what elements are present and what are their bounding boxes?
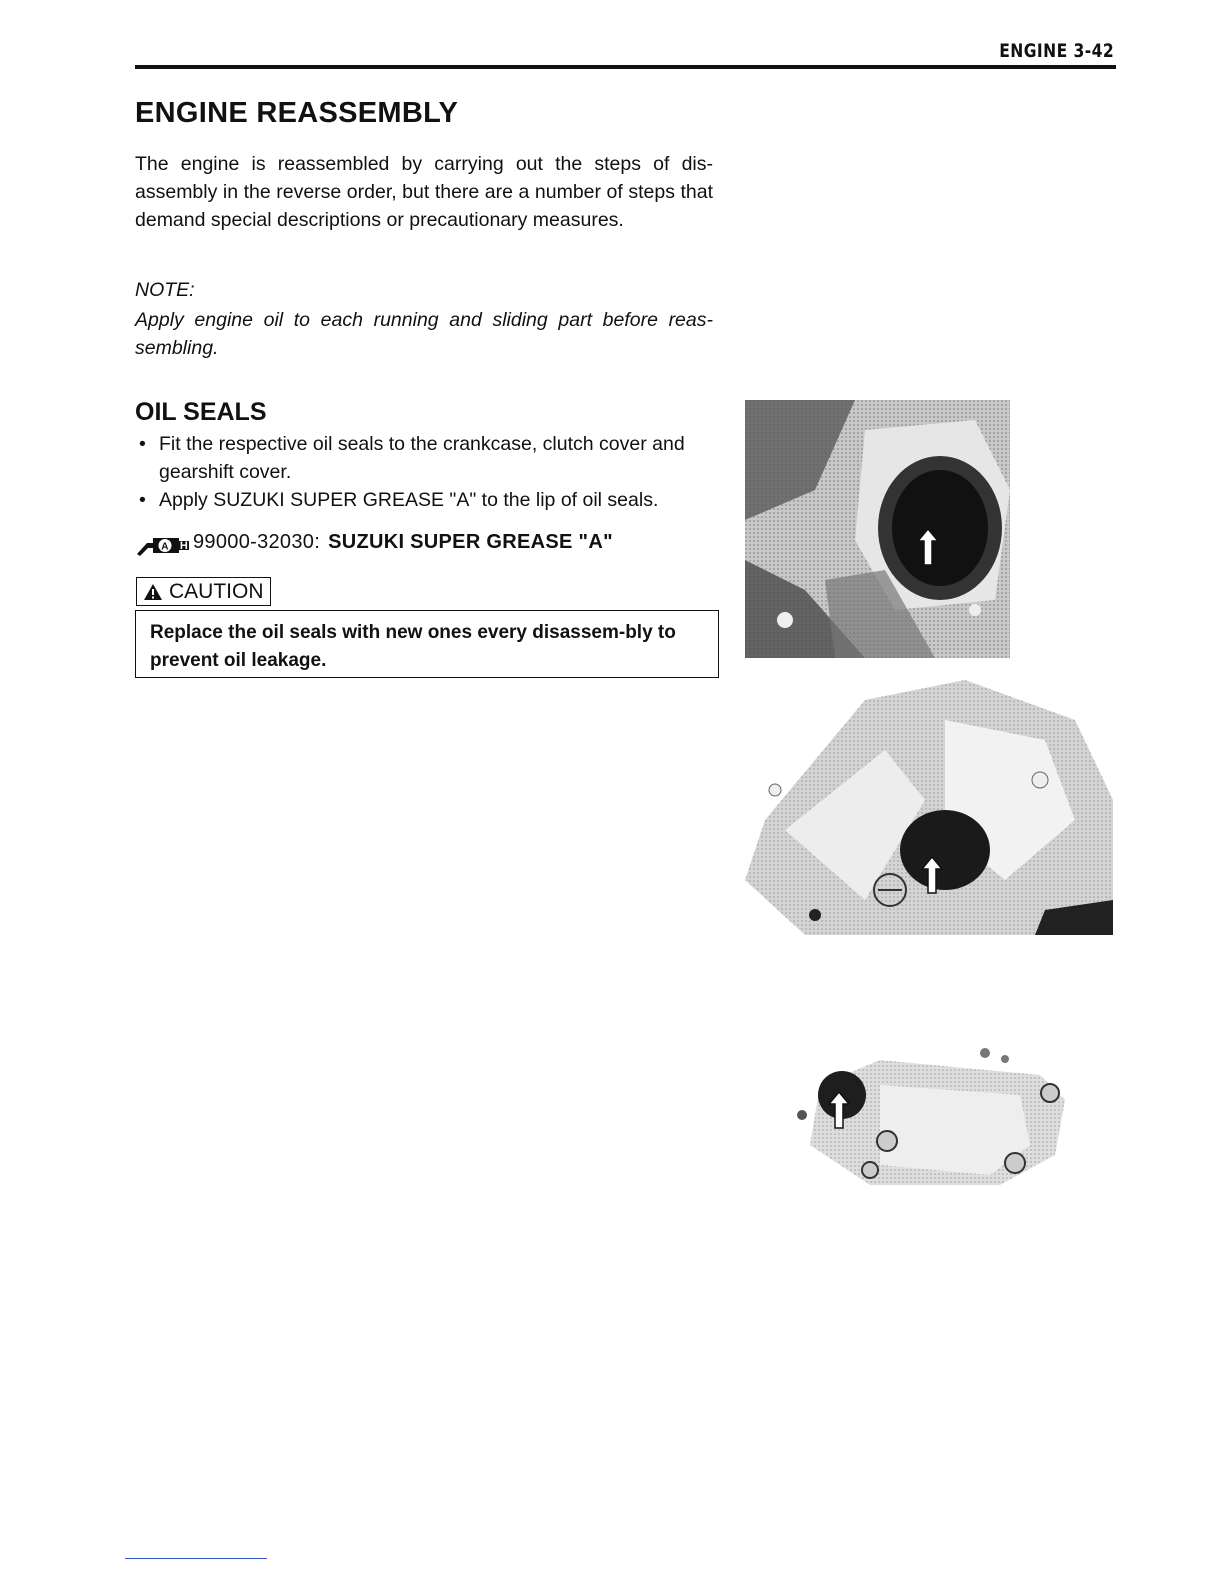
grease-icon-suffix: H	[179, 540, 189, 552]
grease-spec-line	[135, 527, 613, 557]
warning-triangle-icon	[143, 583, 163, 601]
grease-name: SUZUKI SUPER GREASE "A"	[328, 530, 613, 553]
grease-icon-letter: A	[161, 541, 169, 553]
page-title: ENGINE REASSEMBLY	[135, 97, 459, 129]
arrow-up-icon	[921, 856, 943, 894]
list-item: • Apply SUZUKI SUPER GREASE "A" to the lip of oil seals.	[135, 486, 717, 514]
arrow-up-icon	[828, 1091, 850, 1129]
page-header-label: ENGINE 3-42	[999, 40, 1114, 62]
footer-rule	[125, 1558, 267, 1559]
grease-gun-icon	[135, 527, 191, 557]
caution-tag	[136, 577, 271, 606]
caution-label: CAUTION	[169, 579, 264, 603]
intro-paragraph: The engine is reassembled by carrying out the steps of dis-assembly in the reverse order, but there are a number of steps that demand special descriptions or precautionary measures.	[135, 153, 713, 231]
caution-text: Replace the oil seals with new ones every disassem-bly to prevent oil leakage.	[150, 622, 676, 671]
clutch-cover-oil-seal-photo	[745, 680, 1115, 940]
note-text: Apply engine oil to each running and sliding part before reas-sembling.	[135, 309, 713, 359]
header-rule	[135, 65, 1116, 69]
caution-box	[135, 610, 719, 678]
list-item: • Fit the respective oil seals to the crankcase, clutch cover and gearshift cover.	[135, 430, 717, 486]
note-label: NOTE:	[135, 279, 195, 301]
oil-seals-section-title: OIL SEALS	[135, 398, 267, 426]
arrow-up-icon	[917, 528, 939, 566]
oil-seals-instructions	[135, 430, 717, 514]
grease-part-number: 99000-32030:	[193, 530, 321, 553]
crankcase-oil-seal-photo	[745, 400, 1015, 660]
gearshift-cover-oil-seal-photo	[790, 1045, 1080, 1195]
